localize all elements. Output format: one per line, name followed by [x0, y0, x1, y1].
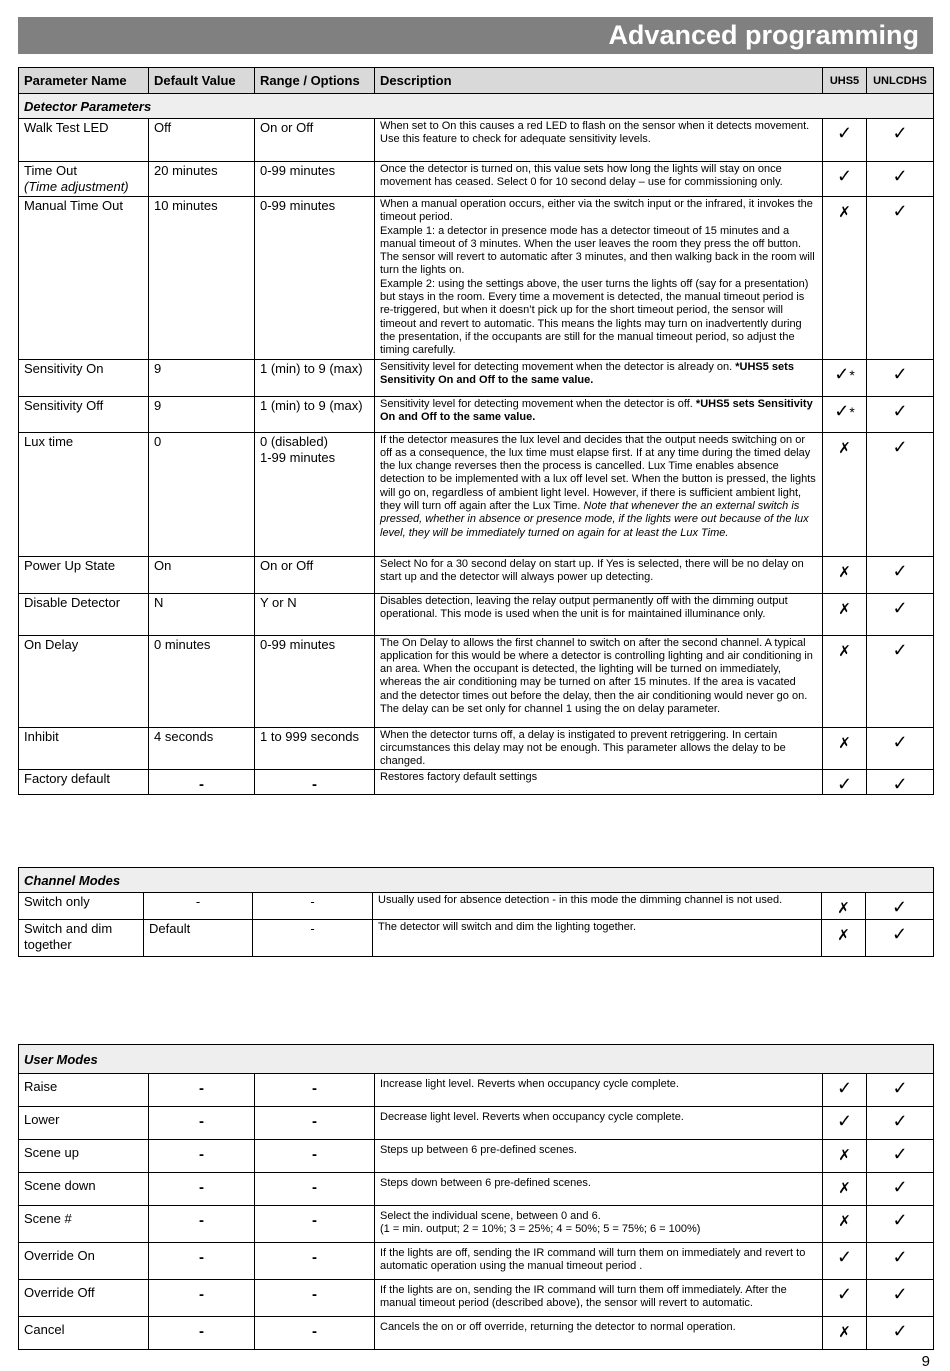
mode-range: - — [255, 1317, 375, 1350]
table-row — [19, 1074, 934, 1107]
table-header-row — [19, 68, 934, 94]
param-description: The On Delay to allows the first channel to switch on after the second channel. A typical application for this would be where a detector is controlling lighting and air conditioning in an area. When the occupant is detected, the lighting will be turned on immediately, whereas the air conditioning may be turned on after 15 minutes. If the area is vacated and the detector times out before the delay, then the air conditioning would never go on. The delay can be set only for channel 1 using the on delay parameter. — [375, 635, 823, 727]
mode-description: Increase light level. Reverts when occupancy cycle complete. — [375, 1074, 823, 1107]
mode-default: Default — [144, 920, 253, 957]
check-icon: ✓ — [823, 1243, 867, 1280]
param-range: On or Off — [255, 556, 375, 593]
check-icon: ✓ — [834, 400, 850, 421]
check-icon: ✓ — [867, 556, 934, 593]
table-row — [19, 920, 934, 957]
check-icon: ✓ — [867, 1317, 934, 1350]
table-row — [19, 727, 934, 770]
table-row — [19, 1317, 934, 1350]
param-description — [375, 396, 823, 432]
table-row — [19, 1206, 934, 1243]
description-paragraph: Example 2: using the settings above, the user turns the lights off (say for a presentation) but stays in the room. Every time a movement is detected, the manual timeout period is re-triggered, but when it doesn’t pick up for the short timeout period, the sensor will timeout and revert to automatic. This means the lights may turn on inadvertently during the presentation, if the occupants are still for the manual timeout period, so adjust the timing carefully. — [380, 277, 809, 357]
section-title: Detector Parameters — [19, 94, 934, 119]
param-default: N — [149, 593, 255, 635]
cross-icon: ✗ — [823, 1173, 867, 1206]
check-icon: ✓ — [823, 162, 867, 197]
param-description: When the detector turns off, a delay is instigated to prevent retriggering. In certain circumstances this delay may not be enough. This parameter allows the delay to be changed. — [375, 727, 823, 770]
check-icon: ✓ — [867, 359, 934, 396]
param-description — [375, 197, 823, 360]
table-row — [19, 1173, 934, 1206]
page-title-banner — [18, 17, 933, 54]
cross-icon: ✗ — [823, 1317, 867, 1350]
description-text: If the detector measures the lux level and decides that the output needs switching on or off as a consequence, the lux time must elapse first. If at any time during the timed delay the lux change reverses then the process is cancelled. Lux Time enables absence detection to be implemented with a lux off level set. When the button is pressed, the lights will go on, regardless of ambient light level. However, if there is sufficient ambient light, they will turn off again after the Lux Time. — [380, 433, 816, 513]
mode-default: - — [149, 1280, 255, 1317]
mode-description: Usually used for absence detection - in this mode the dimming channel is not used. — [373, 893, 822, 920]
page-title: Advanced programming — [608, 20, 919, 50]
mode-name: Override On — [19, 1243, 149, 1280]
check-icon: ✓ — [867, 1206, 934, 1243]
mode-default: - — [149, 1206, 255, 1243]
description-text: Select the individual scene, between 0 and 6. — [380, 1210, 601, 1222]
description-note: Note that whenever the an external switch is pressed, whether in absence or presence mode, if the lights were out because of the lux level, they will be immediately turned on again for at least the Lux Time. — [380, 500, 809, 539]
mode-default: - — [149, 1173, 255, 1206]
mode-default: - — [144, 893, 253, 920]
param-default: 10 minutes — [149, 197, 255, 360]
table-row — [19, 359, 934, 396]
param-default: 4 seconds — [149, 727, 255, 770]
description-text: Sensitivity level for detecting movement when the detector is already on. — [380, 360, 733, 373]
user-modes-table — [18, 1044, 934, 1350]
param-name: Manual Time Out — [19, 197, 149, 360]
check-icon: ✓ — [866, 893, 934, 920]
mode-range: - — [255, 1206, 375, 1243]
param-range: On or Off — [255, 119, 375, 162]
check-icon: ✓ — [867, 1280, 934, 1317]
param-name-text: Time Out — [24, 163, 77, 178]
col-header-description: Description — [375, 68, 823, 94]
mode-range: - — [253, 893, 373, 920]
description-note: *UHS5 sets Sensitivity On and Off to the same value. — [380, 360, 794, 386]
range-option: 1-99 minutes — [260, 449, 336, 465]
check-icon: ✓ — [867, 396, 934, 432]
page-number: 9 — [921, 1353, 930, 1370]
section-row — [19, 94, 934, 119]
check-icon: ✓ — [834, 363, 850, 384]
cross-icon: ✗ — [823, 1140, 867, 1173]
check-icon: ✓ — [823, 1107, 867, 1140]
section-title: User Modes — [19, 1045, 934, 1074]
check-icon: ✓ — [823, 770, 867, 795]
mode-default: - — [149, 1074, 255, 1107]
param-name: Power Up State — [19, 556, 149, 593]
check-icon: ✓ — [867, 1140, 934, 1173]
mode-description: Cancels the on or off override, returning the detector to normal operation. — [375, 1317, 823, 1350]
description-note: (1 = min. output; 2 = 10%; 3 = 25%; 4 = 50%; 5 = 75%; 6 = 100%) — [380, 1223, 701, 1236]
table-row — [19, 1280, 934, 1317]
mode-description: Decrease light level. Reverts when occupancy cycle complete. — [375, 1107, 823, 1140]
mode-name: Cancel — [19, 1317, 149, 1350]
check-icon: ✓ — [867, 197, 934, 360]
param-range: 0-99 minutes — [255, 197, 375, 360]
param-default: Off — [149, 119, 255, 162]
mode-range: - — [255, 1280, 375, 1317]
mode-name: Switch and dim together — [19, 920, 144, 957]
col-header-default: Default Value — [149, 68, 255, 94]
check-icon: ✓ — [867, 727, 934, 770]
mode-name: Scene # — [19, 1206, 149, 1243]
param-name: On Delay — [19, 635, 149, 727]
cross-icon: ✗ — [822, 920, 866, 957]
cross-icon: ✗ — [823, 197, 867, 360]
param-description — [375, 359, 823, 396]
mode-range: - — [255, 1140, 375, 1173]
check-icon: ✓ — [867, 1107, 934, 1140]
param-name: Walk Test LED — [19, 119, 149, 162]
mode-name: Switch only — [19, 893, 144, 920]
col-header-range: Range / Options — [255, 68, 375, 94]
check-icon: ✓ — [866, 920, 934, 957]
table-row — [19, 1243, 934, 1280]
cross-icon: ✗ — [823, 593, 867, 635]
check-icon: ✓ — [867, 635, 934, 727]
param-default: 20 minutes — [149, 162, 255, 197]
check-icon: ✓ — [823, 1074, 867, 1107]
detector-parameters-table — [18, 67, 934, 795]
param-name: Factory default — [19, 770, 149, 795]
cross-icon: ✗ — [823, 1206, 867, 1243]
star-icon: * — [849, 366, 855, 383]
check-icon: ✓ — [867, 432, 934, 556]
mode-name: Override Off — [19, 1280, 149, 1317]
param-name: Lux time — [19, 432, 149, 556]
param-description — [375, 432, 823, 556]
param-name — [19, 162, 149, 197]
cross-icon: ✗ — [822, 893, 866, 920]
mode-range: - — [255, 1074, 375, 1107]
mode-default: - — [149, 1243, 255, 1280]
table-row — [19, 119, 934, 162]
param-default: 0 — [149, 432, 255, 556]
param-default: On — [149, 556, 255, 593]
mode-default: - — [149, 1317, 255, 1350]
table-row — [19, 396, 934, 432]
check-icon: ✓ — [867, 162, 934, 197]
param-description: When set to On this causes a red LED to flash on the sensor when it detects movement. Use this feature to check for adequate sensitivity levels. — [375, 119, 823, 162]
param-name-subtitle: (Time adjustment) — [24, 179, 129, 194]
mode-description — [375, 1206, 823, 1243]
check-icon: ✓ — [867, 119, 934, 162]
mode-range: - — [255, 1173, 375, 1206]
table-row — [19, 432, 934, 556]
param-name: Disable Detector — [19, 593, 149, 635]
check-star-icon — [823, 396, 867, 432]
param-default: - — [149, 770, 255, 795]
cross-icon: ✗ — [823, 432, 867, 556]
section-row — [19, 868, 934, 893]
cross-icon: ✗ — [823, 635, 867, 727]
mode-description: Steps down between 6 pre-defined scenes. — [375, 1173, 823, 1206]
star-icon: * — [849, 403, 855, 420]
mode-description: The detector will switch and dim the lighting together. — [373, 920, 822, 957]
param-description: Disables detection, leaving the relay output permanently off with the dimming output operational. This mode is used when the unit is for maintained illuminance only. — [375, 593, 823, 635]
param-name: Sensitivity On — [19, 359, 149, 396]
table-row — [19, 1140, 934, 1173]
table-row — [19, 593, 934, 635]
param-name: Sensitivity Off — [19, 396, 149, 432]
col-header-uhs5: UHS5 — [823, 68, 867, 94]
cross-icon: ✗ — [823, 727, 867, 770]
param-range: 0-99 minutes — [255, 635, 375, 727]
table-row — [19, 635, 934, 727]
description-text: Sensitivity level for detecting movement when the detector is off. — [380, 397, 693, 410]
param-range: Y or N — [255, 593, 375, 635]
description-paragraph: When a manual operation occurs, either via the switch input or the infrared, it invokes the timeout period. — [380, 198, 813, 224]
mode-description: If the lights are on, sending the IR command will turn them off immediately. After the manual timeout period (described above), the sensor will revert to automatic. — [375, 1280, 823, 1317]
param-range: 0-99 minutes — [255, 162, 375, 197]
check-icon: ✓ — [867, 593, 934, 635]
col-header-parameter: Parameter Name — [19, 68, 149, 94]
table-row — [19, 1107, 934, 1140]
col-header-unlcdhs: UNLCDHS — [867, 68, 934, 94]
mode-default: - — [149, 1107, 255, 1140]
section-row — [19, 1045, 934, 1074]
param-description: Restores factory default settings — [375, 770, 823, 795]
param-range: 1 to 999 seconds — [255, 727, 375, 770]
param-default: 0 minutes — [149, 635, 255, 727]
mode-default: - — [149, 1140, 255, 1173]
param-name: Inhibit — [19, 727, 149, 770]
param-range: 1 (min) to 9 (max) — [255, 396, 375, 432]
mode-range: - — [255, 1243, 375, 1280]
param-default: 9 — [149, 396, 255, 432]
check-icon: ✓ — [867, 1243, 934, 1280]
check-icon: ✓ — [867, 1173, 934, 1206]
param-description: Select No for a 30 second delay on start up. If Yes is selected, there will be no delay on start up and the detector will always power up detecting. — [375, 556, 823, 593]
table-row — [19, 197, 934, 360]
mode-name: Scene up — [19, 1140, 149, 1173]
check-icon: ✓ — [823, 119, 867, 162]
param-range: 1 (min) to 9 (max) — [255, 359, 375, 396]
check-icon: ✓ — [867, 770, 934, 795]
description-paragraph: Example 1: a detector in presence mode has a detector timeout of 15 minutes and a manual timeout of 3 minutes. When the user leaves the room they press the off button. The sensor will revert to automatic after 3 minutes, and then walking back in the room will turn the lights on. — [380, 224, 815, 277]
mode-name: Scene down — [19, 1173, 149, 1206]
mode-description: Steps up between 6 pre-defined scenes. — [375, 1140, 823, 1173]
cross-icon: ✗ — [823, 556, 867, 593]
table-row — [19, 556, 934, 593]
mode-description: If the lights are off, sending the IR command will turn them on immediately and revert to automatic operation using the manual timeout period . — [375, 1243, 823, 1280]
mode-range: - — [253, 920, 373, 957]
mode-name: Raise — [19, 1074, 149, 1107]
mode-range: - — [255, 1107, 375, 1140]
param-description: Once the detector is turned on, this value sets how long the lights will stay on once movement has ceased. Select 0 for 10 second delay – use for commissioning only. — [375, 162, 823, 197]
mode-name: Lower — [19, 1107, 149, 1140]
check-icon: ✓ — [823, 1280, 867, 1317]
table-row — [19, 893, 934, 920]
range-option: 0 (disabled) — [260, 433, 328, 449]
channel-modes-table — [18, 867, 934, 957]
check-icon: ✓ — [867, 1074, 934, 1107]
param-range: - — [255, 770, 375, 795]
table-row — [19, 162, 934, 197]
table-row — [19, 770, 934, 795]
check-star-icon — [823, 359, 867, 396]
section-title: Channel Modes — [19, 868, 934, 893]
description-note: *UHS5 sets Sensitivity On and Off to the same value. — [380, 397, 813, 423]
param-default: 9 — [149, 359, 255, 396]
param-range — [255, 432, 375, 556]
